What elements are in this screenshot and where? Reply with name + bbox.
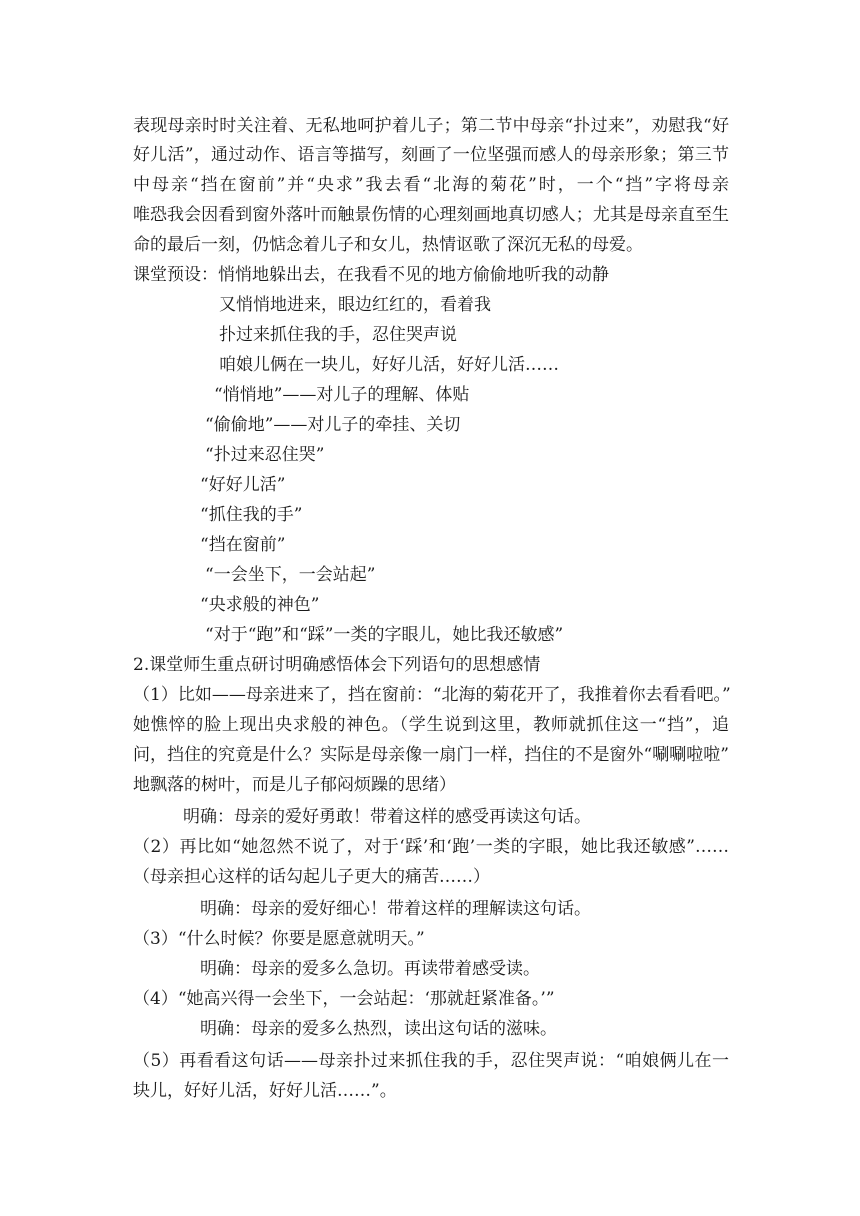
preset-quote-line: “偷偷地”——对儿子的牵挂、关切 [205,415,461,435]
item-3-line: （3）“什么时候？你要是愿意就明天。” [133,929,425,949]
preset-quote-line: “对于“跑”和“踩”一类的字眼儿，她比我还敏感” [205,625,564,645]
section-heading: 2.课堂师生重点研讨明确感悟体会下列语句的思想感情 [133,655,541,675]
paragraph-line: 命的最后一刻，仍惦念着儿子和女儿，热情讴歌了深沉无私的母爱。 [133,235,643,255]
preset-quote-line: “好好儿活” [200,475,286,495]
preset-quote-line: “扑过来忍住哭” [205,445,325,465]
item-2-clarify: 明确：母亲的爱好细心！带着这样的理解读这句话。 [200,899,591,919]
paragraph-line: 唯恐我会因看到窗外落叶而触景伤情的心理刻画地真切感人；尤其是母亲直至生 [133,205,729,225]
item-5-line: （5）再看看这句话——母亲扑过来抓住我的手，忍住哭声说：“咱娘俩儿在一 [133,1051,729,1071]
preset-quote-line: “央求般的神色” [200,595,320,615]
paragraph-line: 表现母亲时时关注着、无私地呵护着儿子；第二节中母亲“扑过来”，劝慰我“好 [133,116,729,136]
item-3-clarify: 明确：母亲的爱多么急切。再读带着感受读。 [200,959,540,979]
item-2-line: （2）再比如“她忽然不说了，对于‘踩’和‘跑’一类的字眼，她比我还敏感”…… [133,837,729,857]
preset-quote-line: 咱娘儿俩在一块儿，好好儿活，好好儿活…… [219,355,559,375]
preset-quote-line: 又悄悄地进来，眼边红红的，看着我 [219,295,491,315]
preset-quote-line: “抓住我的手” [200,505,303,525]
item-4-clarify: 明确：母亲的爱多么热烈，读出这句话的滋味。 [200,1019,557,1039]
item-5-line: 块儿，好好儿活，好好儿活……”。 [133,1081,397,1101]
preset-quote-line: “挡在窗前” [200,535,286,555]
preset-quote-line: 扑过来抓住我的手，忍住哭声说 [219,325,457,345]
item-4-line: （4）“她高兴得一会坐下，一会站起：‘那就赶紧准备。’” [133,989,555,1009]
preset-label-line: 课堂预设：悄悄地躲出去，在我看不见的地方偷偷地听我的动静 [133,265,609,285]
item-2-line: （母亲担心这样的话勾起儿子更大的痛苦……） [133,867,490,887]
paragraph-line: 好儿活”，通过动作、语言等描写，刻画了一位坚强而感人的母亲形象；第三节 [133,145,729,165]
item-1-line: 问，挡住的究竟是什么？实际是母亲像一扇门一样，挡住的不是窗外“唰唰啦啦” [133,745,729,765]
preset-quote-line: “一会坐下，一会站起” [205,565,376,585]
item-1-clarify: 明确：母亲的爱好勇敢！带着这样的感受再读这句话。 [183,807,591,827]
paragraph-line: 中母亲“挡在窗前”并“央求”我去看“北海的菊花”时，一个“挡”字将母亲 [133,175,729,195]
item-1-line: （1）比如——母亲进来了，挡在窗前：“北海的菊花开了，我推着你去看看吧。” [133,685,731,705]
item-1-line: 她憔悴的脸上现出央求般的神色。（学生说到这里，教师就抓住这一“挡”，追 [133,715,729,735]
preset-quote-line: “悄悄地”——对儿子的理解、体贴 [214,385,470,405]
item-1-line: 地飘落的树叶，而是儿子郁闷烦躁的思绪） [133,775,456,795]
